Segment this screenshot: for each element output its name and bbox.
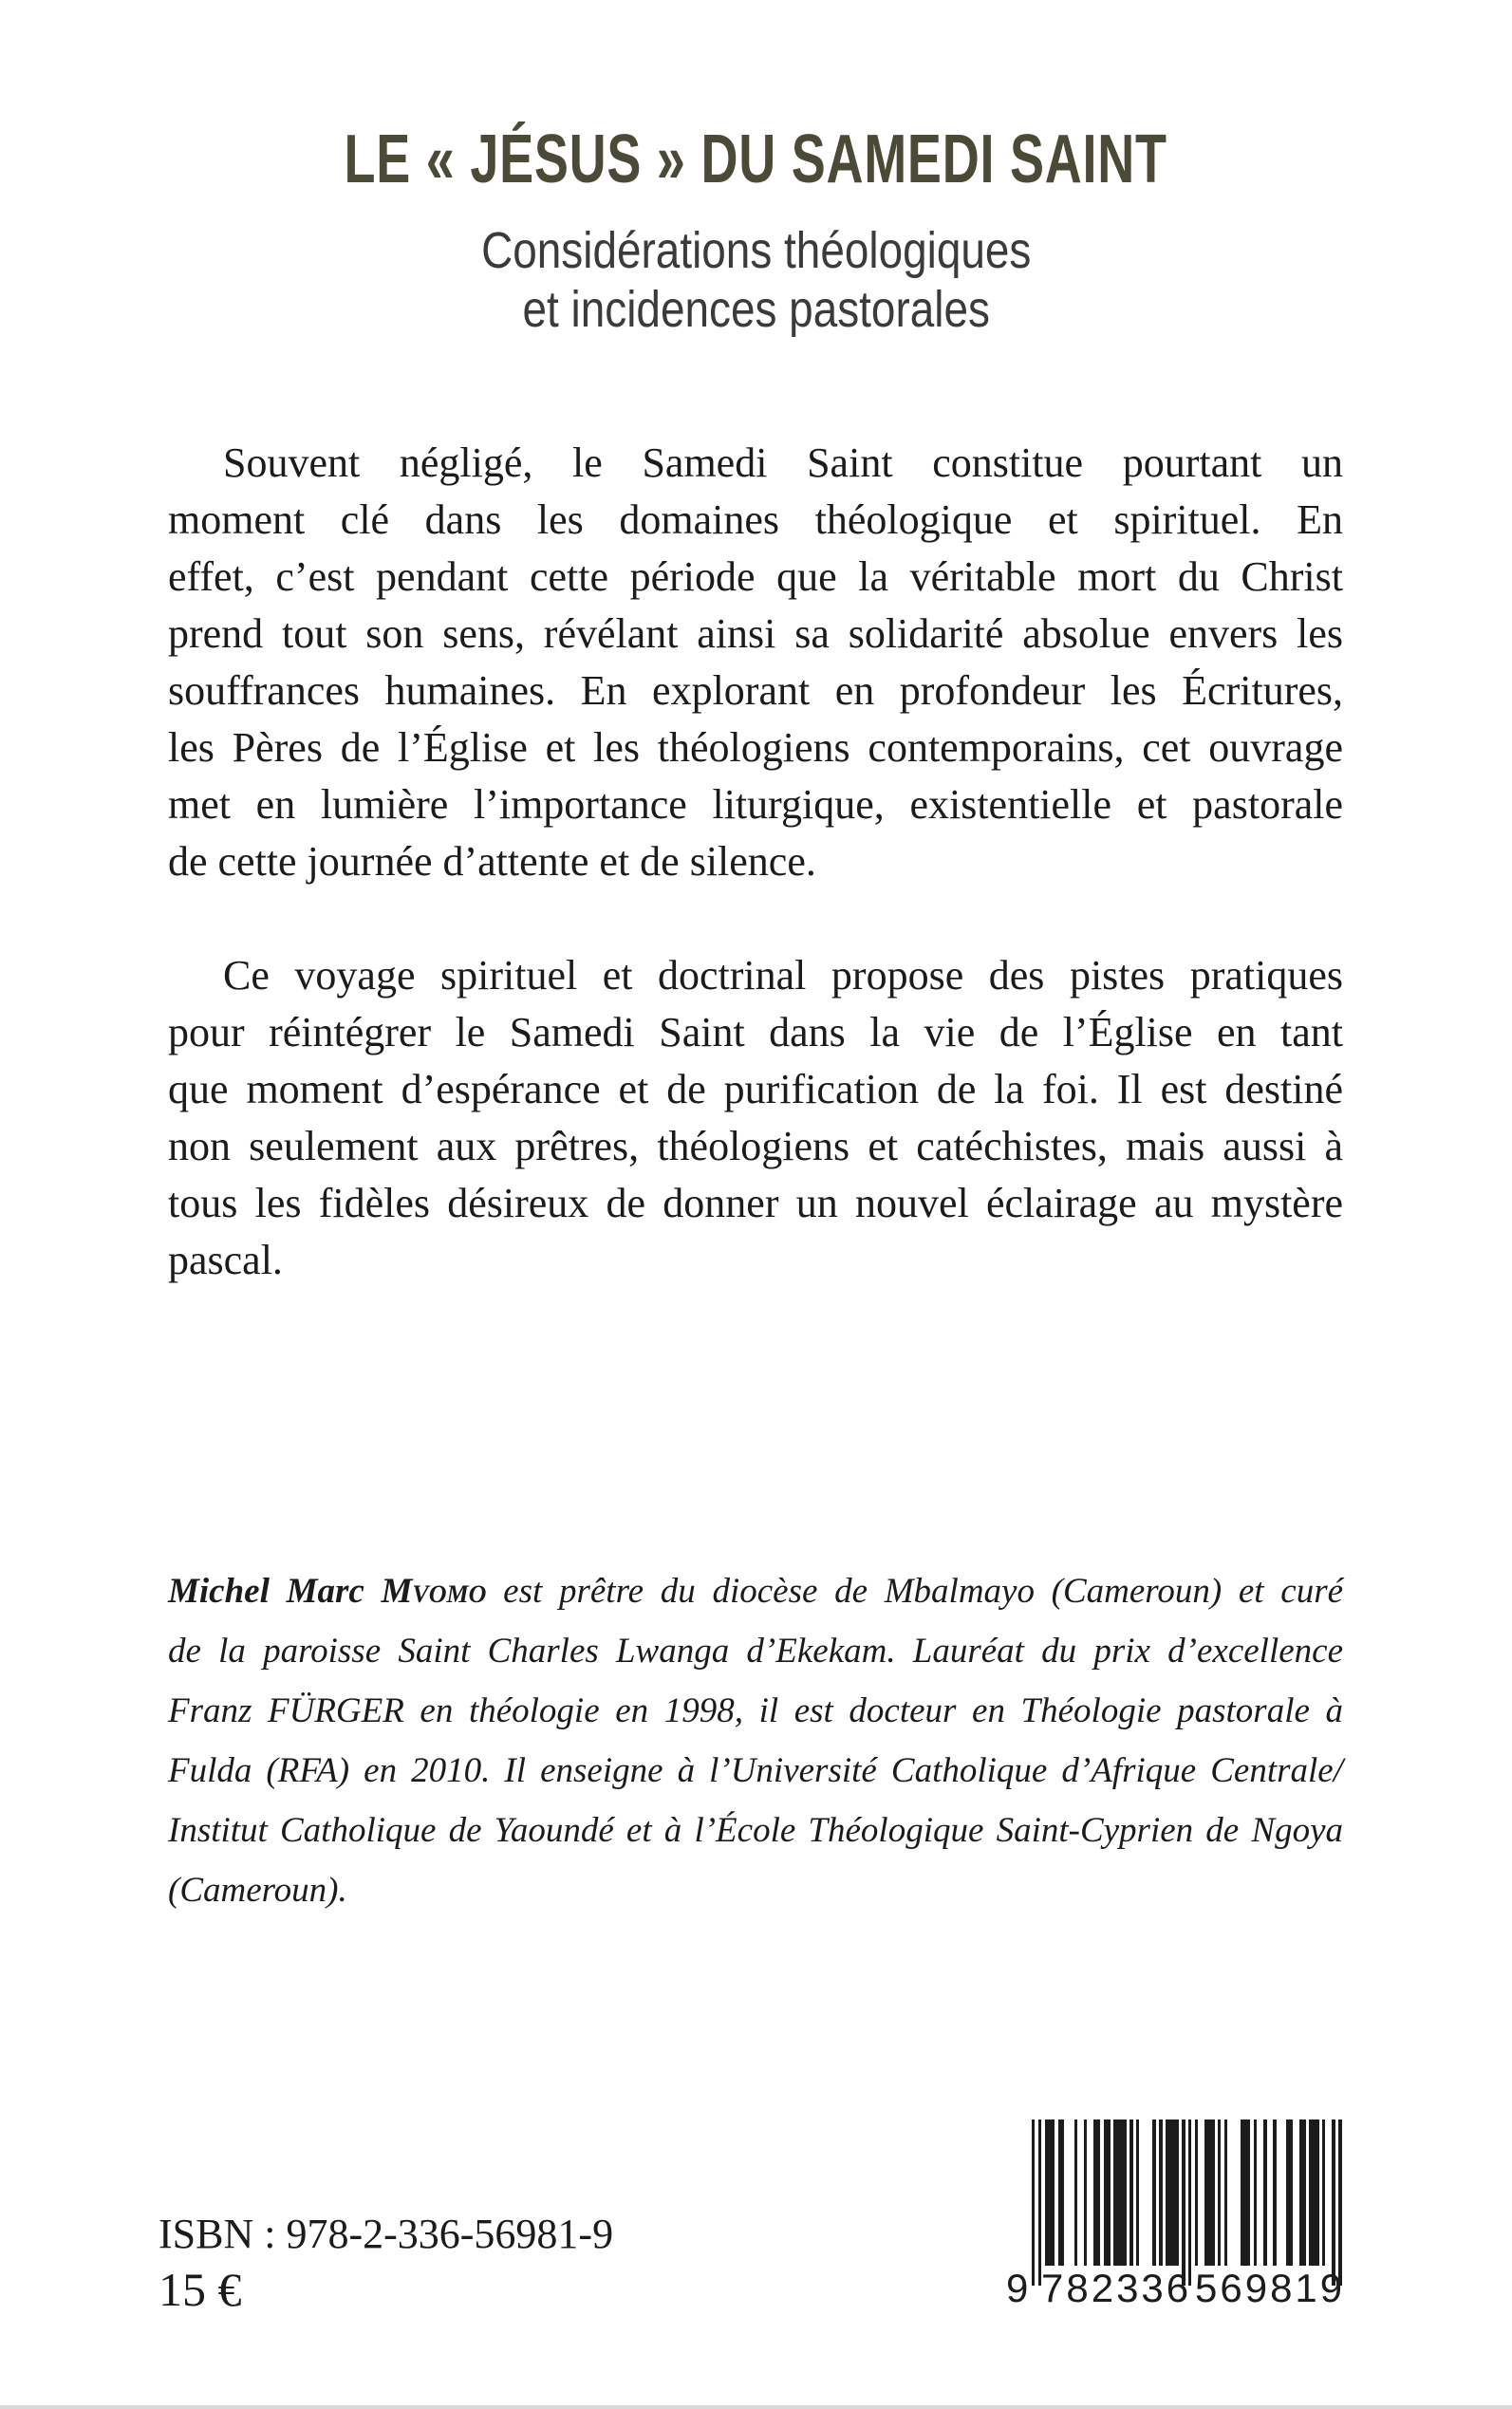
ean13-barcode [1006, 2120, 1346, 2310]
synopsis-line: Souvent négligé, le Samedi Saint constitue pourtant un [223, 439, 1343, 486]
synopsis-line: souffrances humaines. En explorant en profondeur les Écritures, [168, 667, 1343, 714]
price-text: 15 € [159, 2263, 242, 2316]
author-bio [168, 1561, 1343, 1920]
synopsis-line: que moment d’espérance et de purification de la foi. Il est destiné [168, 1066, 1343, 1112]
barcode-bars [1032, 2120, 1343, 2286]
synopsis-line: moment clé dans les domaines théologique et spirituel. En [168, 496, 1343, 543]
bio-line-1-text: est prêtre du diocèse de Mbalmayo (Cameroun) et curé [503, 1572, 1344, 1611]
synopsis-line: de cette journée d’attente et de silence. [168, 838, 816, 885]
synopsis-line: pour réintégrer le Samedi Saint dans la vie de l’Église en tant [168, 1009, 1343, 1055]
subtitle-line-1: Considérations théologiques [480, 222, 1032, 279]
isbn-text: ISBN : 978-2-336-56981-9 [159, 2211, 614, 2257]
bio-line: (Cameroun). [168, 1871, 347, 1910]
synopsis-line: prend tout son sens, révélant ainsi sa solidarité absolue envers les [168, 610, 1343, 657]
synopsis-line: les Pères de l’Église et les théologiens contemporains, cet ouvrage [168, 724, 1343, 771]
bio-line: Franz FÜRGER en théologie en 1998, il est docteur en Théologie pastorale à [168, 1691, 1343, 1730]
synopsis-paragraph-2 [168, 947, 1343, 1289]
subtitle-line-2: et incidences pastorales [522, 281, 990, 338]
synopsis-line: pascal. [168, 1237, 283, 1283]
bio-line [168, 1561, 1343, 1621]
synopsis-line: effet, c’est pendant cette période que la véritable mort du Christ [168, 553, 1343, 600]
bio-line: Fulda (RFA) en 2010. Il enseigne à l’Université Catholique d’Afrique Centrale/ [168, 1751, 1343, 1790]
barcode-first-digit: 9 [1006, 2266, 1029, 2310]
author-name-first: Michel Marc [168, 1572, 364, 1611]
synopsis-line: tous les fidèles désireux de donner un nouvel éclairage au mystère [168, 1180, 1343, 1226]
barcode-left-digits: 782336 [1041, 2266, 1192, 2310]
synopsis-paragraph-1 [168, 435, 1343, 890]
book-subtitle [481, 221, 1031, 339]
barcode-right-digits: 569819 [1195, 2266, 1346, 2310]
synopsis-line: non seulement aux prêtres, théologiens et catéchistes, mais aussi à [168, 1123, 1343, 1169]
subtitle-block [0, 221, 1512, 339]
synopsis-line: met en lumière l’importance liturgique, existentielle et pastorale [168, 781, 1343, 828]
bio-line: Institut Catholique de Yaoundé et à l’École Théologique Saint-Cyprien de Ngoya [168, 1811, 1343, 1850]
barcode-digits [1006, 2266, 1346, 2310]
book-title: LE « JÉSUS » DU SAMEDI SAINT [344, 121, 1168, 197]
synopsis-line: Ce voyage spirituel et doctrinal propose des pistes pratiques [223, 952, 1343, 999]
title-block [0, 121, 1512, 197]
author-name-last: Mvomo [381, 1572, 487, 1611]
bio-line: de la paroisse Saint Charles Lwanga d’Ekekam. Lauréat du prix d’excellence [168, 1632, 1343, 1671]
